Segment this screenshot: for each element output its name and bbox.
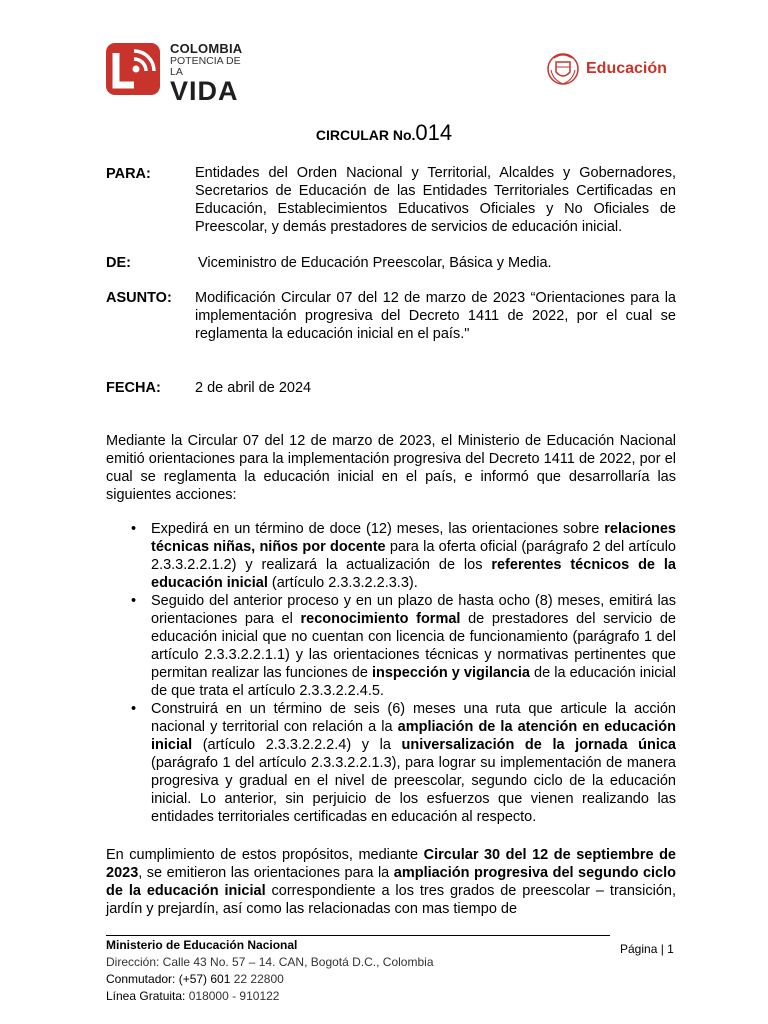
bullet-icon: • xyxy=(131,701,137,717)
para-value: Entidades del Orden Nacional y Territorial, Alcaldes y Gobernadores, Secretarios de Educación de las Entidades Territoriales Certificadas en Educación, Establecimientos Educativos Oficiales y No Oficiales de Preescolar, y demás prestadores de servicios de educación inicial. xyxy=(195,165,676,235)
intro-paragraph: Mediante la Circular 07 del 12 de marzo de 2023, el Ministerio de Educación Nacional emitió orientaciones para la implementación progresiva del Decreto 1411 de 2022, por el cual se reglamenta la educación inicial en el país, e informó que desarrollaría las siguientes acciones: xyxy=(106,433,676,503)
footer-freeline: Línea Gratuita: 018000 - 910122 xyxy=(106,989,280,1003)
logo-text-potencia: POTENCIA DE LA xyxy=(170,55,241,78)
fecha-value: 2 de abril de 2024 xyxy=(195,380,312,396)
para-label: PARA: xyxy=(106,166,151,182)
page-number: Página | 1 xyxy=(620,942,674,956)
logo-text-vida: VIDA xyxy=(170,76,239,106)
bullet-icon: • xyxy=(131,521,137,537)
de-label: DE: xyxy=(106,255,131,271)
list-item: • Seguido del anterior proceso y en un plazo de hasta ocho (8) meses, emitirá las orientaciones para el reconocimiento formal de prestadores del servicio de educación inicial que no cuentan con licencia de funcionamiento (parágrafo 1 del artículo 2.3.3.2.2.1.1) y las orientaciones técnicas y normativas pertinentes que permitan realizar las funciones de inspección y vigilancia de la educación inicial de que trata el artículo 2.3.3.2.2.4.5. xyxy=(131,593,677,699)
educacion-label: Educación xyxy=(586,60,667,77)
asunto-value: Modificación Circular 07 del 12 de marzo de 2023 “Orientaciones para la implementación progresiva del Decreto 1411 de 2022, por el cual se reglamenta la educación inicial en el país." xyxy=(195,290,676,342)
circular-number: 014 xyxy=(415,120,453,145)
footer-divider xyxy=(106,935,610,936)
list-item: • Construirá en un término de seis (6) meses una ruta que articule la acción nacional y territorial con relación a la ampliación de la atención en educación inicial (artículo 2.3.3.2.2.2.4) y la universalización de la jornada única (parágrafo 1 del artículo 2.3.3.2.2.1.3), para lograr su implementación de manera progresiva y gradual en el nivel de preescolar, segundo ciclo de la educación inicial. Lo anterior, sin perjuicio de los esfuerzos que vienen realizando las entidades territoriales certificadas en educación al respecto. xyxy=(131,701,676,825)
footer-block xyxy=(106,937,434,1005)
de-value: Viceministro de Educación Preescolar, Básica y Media. xyxy=(198,255,552,271)
circular-title xyxy=(0,120,768,146)
bullet-icon: • xyxy=(131,593,137,609)
coat-of-arms-icon xyxy=(546,50,580,88)
footer-address: Dirección: Calle 43 No. 57 – 14. CAN, Bogotá D.C., Colombia xyxy=(106,955,434,969)
asunto-label: ASUNTO: xyxy=(106,290,172,306)
closing-paragraph: En cumplimiento de estos propósitos, mediante Circular 30 del 12 de septiembre de 2023, se emitieron las orientaciones para la ampliación progresiva del segundo ciclo de la educación inicial correspondiente a los tres grados de preescolar – transición, jardín y prejardín, así como las relacionadas con mas tiempo de xyxy=(106,847,676,917)
footer-org: Ministerio de Educación Nacional xyxy=(106,938,298,952)
colombia-potencia-vida-logo xyxy=(106,41,256,106)
fecha-label: FECHA: xyxy=(106,380,161,396)
list-item: • Expedirá en un término de doce (12) meses, las orientaciones sobre relaciones técnicas niñas, niños por docente para la oferta oficial (parágrafo 2 del artículo 2.3.3.2.2.1.2) y realizará la actualización de los referentes técnicos de la educación inicial (artículo 2.3.3.2.2.3.3). xyxy=(131,521,676,591)
actions-list xyxy=(106,520,676,826)
logo-text-colombia: COLOMBIA xyxy=(170,41,243,56)
vida-logo-icon xyxy=(106,43,160,95)
circular-prefix: CIRCULAR No. xyxy=(315,127,416,143)
footer-phone: Conmutador: (+57) 601 22 22800 xyxy=(106,972,284,986)
